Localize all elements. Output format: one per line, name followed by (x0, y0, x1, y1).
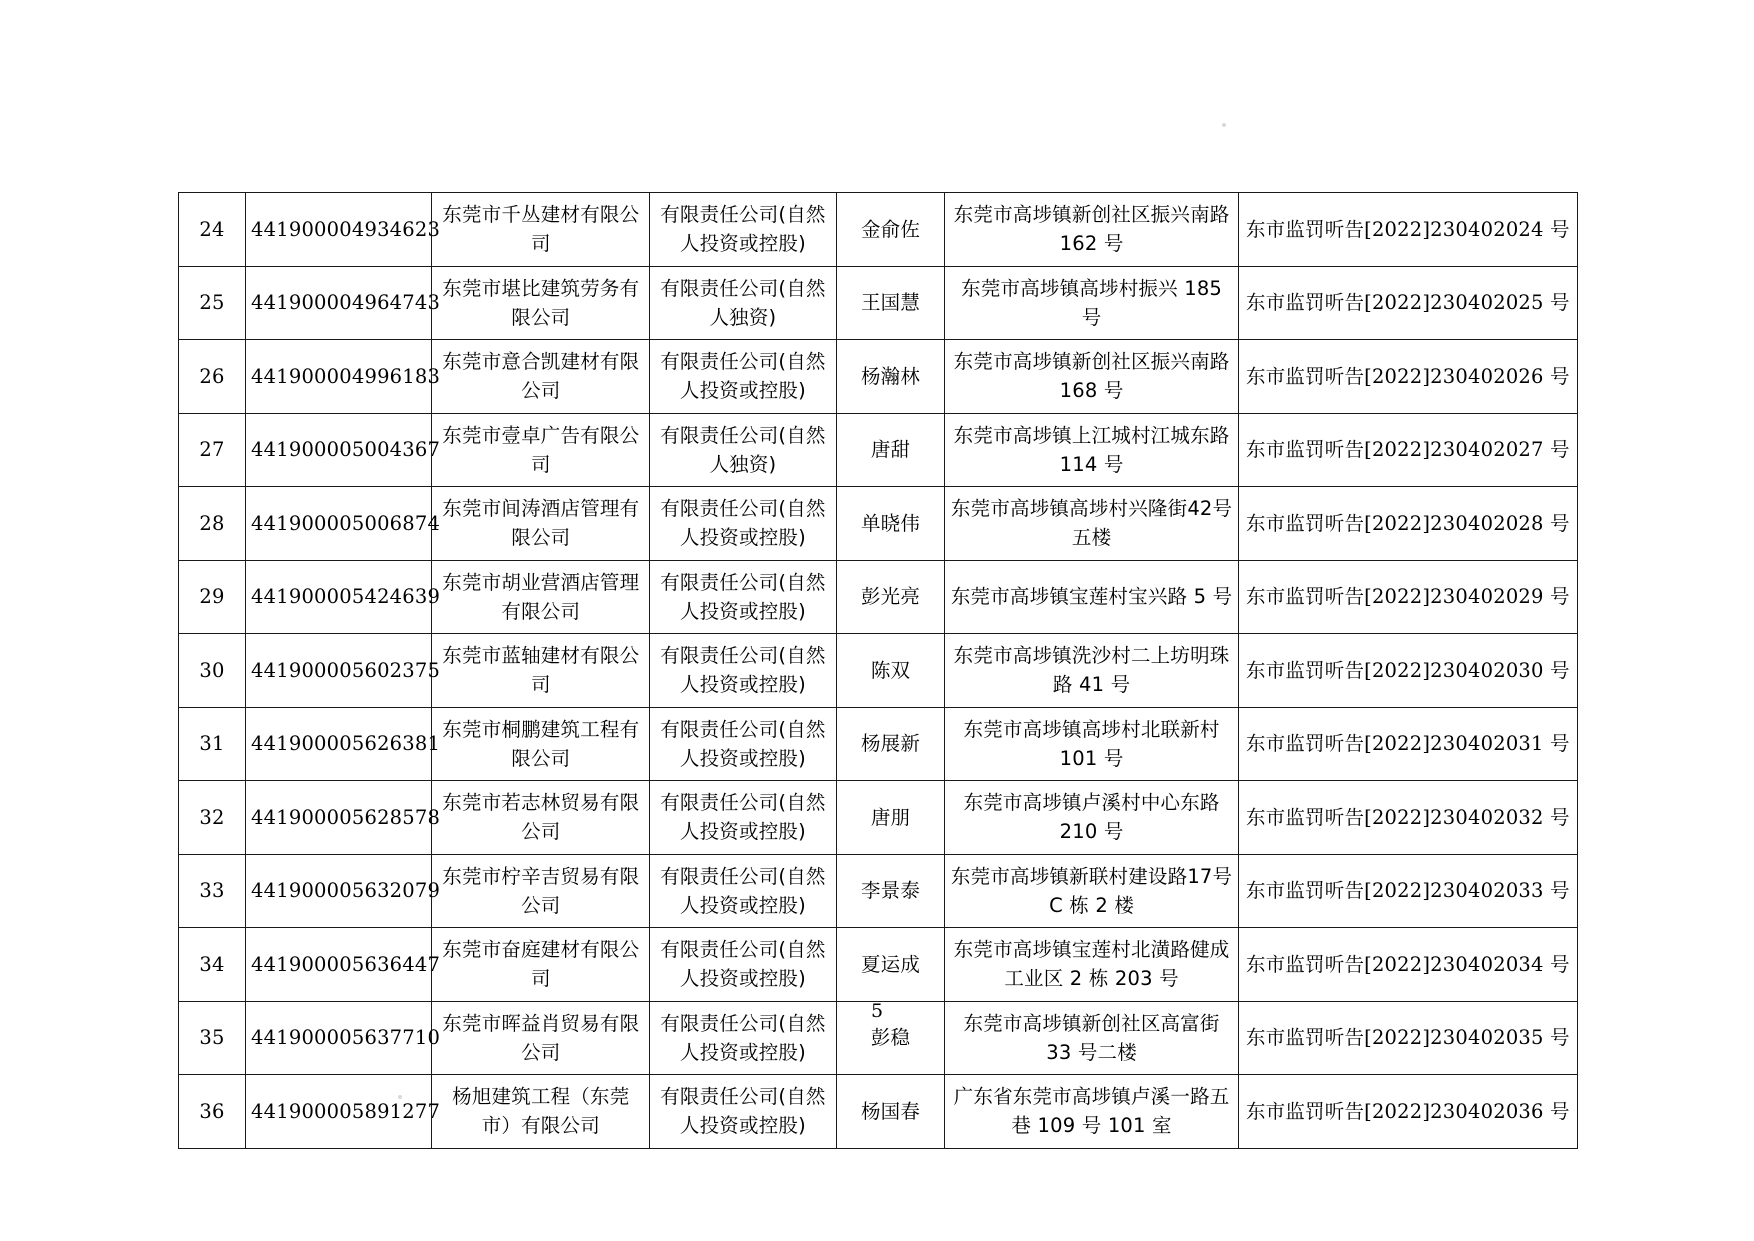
cell-legal-rep: 杨展新 (836, 707, 945, 781)
cell-address: 东莞市高埗镇卢溪村中心东路 210 号 (945, 781, 1238, 855)
cell-index: 25 (179, 266, 246, 340)
table-row (179, 634, 1578, 708)
cell-address: 东莞市高埗镇宝莲村宝兴路 5 号 (945, 560, 1238, 634)
cell-credit-code: 441900005636447 (246, 928, 432, 1002)
cell-address: 东莞市高埗镇新创社区振兴南路 162 号 (945, 193, 1238, 267)
table-row (179, 266, 1578, 340)
cell-index: 27 (179, 413, 246, 487)
cell-company-type: 有限责任公司(自然人投资或控股) (650, 634, 836, 708)
cell-credit-code: 441900004964743 (246, 266, 432, 340)
page-number: 5 (870, 1000, 884, 1022)
cell-index: 36 (179, 1075, 246, 1149)
cell-legal-rep: 杨国春 (836, 1075, 945, 1149)
cell-legal-rep: 彭稳 (836, 1001, 945, 1075)
cell-legal-rep: 李景泰 (836, 854, 945, 928)
cell-address: 东莞市高埗镇新创社区高富街 33 号二楼 (945, 1001, 1238, 1075)
cell-legal-rep: 唐朋 (836, 781, 945, 855)
cell-credit-code: 441900005424639 (246, 560, 432, 634)
cell-legal-rep: 唐甜 (836, 413, 945, 487)
table-row (179, 560, 1578, 634)
cell-index: 28 (179, 487, 246, 561)
cell-document-no: 东市监罚听告[2022]230402024 号 (1238, 193, 1577, 267)
cell-document-no: 东市监罚听告[2022]230402025 号 (1238, 266, 1577, 340)
cell-document-no: 东市监罚听告[2022]230402032 号 (1238, 781, 1577, 855)
cell-credit-code: 441900004934623 (246, 193, 432, 267)
cell-company-name: 东莞市千丛建材有限公司 (432, 193, 650, 267)
cell-address: 东莞市高埗镇新创社区振兴南路 168 号 (945, 340, 1238, 414)
cell-document-no: 东市监罚听告[2022]230402030 号 (1238, 634, 1577, 708)
cell-credit-code: 441900005637710 (246, 1001, 432, 1075)
cell-credit-code: 441900005004367 (246, 413, 432, 487)
cell-company-type: 有限责任公司(自然人投资或控股) (650, 1075, 836, 1149)
cell-company-name: 东莞市间涛酒店管理有限公司 (432, 487, 650, 561)
cell-document-no: 东市监罚听告[2022]230402031 号 (1238, 707, 1577, 781)
cell-company-name: 东莞市桐鹏建筑工程有限公司 (432, 707, 650, 781)
cell-document-no: 东市监罚听告[2022]230402035 号 (1238, 1001, 1577, 1075)
cell-legal-rep: 王国慧 (836, 266, 945, 340)
cell-document-no: 东市监罚听告[2022]230402029 号 (1238, 560, 1577, 634)
cell-legal-rep: 金俞佐 (836, 193, 945, 267)
table-row (179, 707, 1578, 781)
cell-company-type: 有限责任公司(自然人独资) (650, 266, 836, 340)
cell-index: 24 (179, 193, 246, 267)
cell-index: 33 (179, 854, 246, 928)
cell-index: 26 (179, 340, 246, 414)
cell-document-no: 东市监罚听告[2022]230402034 号 (1238, 928, 1577, 1002)
cell-company-type: 有限责任公司(自然人独资) (650, 413, 836, 487)
cell-company-name: 东莞市若志林贸易有限公司 (432, 781, 650, 855)
cell-legal-rep: 夏运成 (836, 928, 945, 1002)
cell-company-type: 有限责任公司(自然人投资或控股) (650, 1001, 836, 1075)
cell-credit-code: 441900005632079 (246, 854, 432, 928)
table-row (179, 1075, 1578, 1149)
cell-company-name: 东莞市意合凯建材有限公司 (432, 340, 650, 414)
cell-company-type: 有限责任公司(自然人投资或控股) (650, 707, 836, 781)
cell-company-type: 有限责任公司(自然人投资或控股) (650, 781, 836, 855)
cell-index: 35 (179, 1001, 246, 1075)
cell-company-name: 东莞市奋庭建材有限公司 (432, 928, 650, 1002)
cell-address: 东莞市高埗镇新联村建设路17号C 栋 2 楼 (945, 854, 1238, 928)
cell-address: 东莞市高埗镇高埗村振兴 185 号 (945, 266, 1238, 340)
cell-company-name: 东莞市晖益肖贸易有限公司 (432, 1001, 650, 1075)
table-row (179, 928, 1578, 1002)
cell-company-name: 杨旭建筑工程（东莞市）有限公司 (432, 1075, 650, 1149)
cell-company-name: 东莞市壹卓广告有限公司 (432, 413, 650, 487)
cell-legal-rep: 陈双 (836, 634, 945, 708)
cell-document-no: 东市监罚听告[2022]230402026 号 (1238, 340, 1577, 414)
cell-company-name: 东莞市胡业营酒店管理有限公司 (432, 560, 650, 634)
cell-document-no: 东市监罚听告[2022]230402033 号 (1238, 854, 1577, 928)
cell-company-type: 有限责任公司(自然人投资或控股) (650, 340, 836, 414)
cell-credit-code: 441900005006874 (246, 487, 432, 561)
cell-address: 东莞市高埗镇宝莲村北潢路健成工业区 2 栋 203 号 (945, 928, 1238, 1002)
cell-credit-code: 441900005891277 (246, 1075, 432, 1149)
cell-company-name: 东莞市蓝轴建材有限公司 (432, 634, 650, 708)
cell-company-name: 东莞市柠辛吉贸易有限公司 (432, 854, 650, 928)
cell-legal-rep: 杨瀚林 (836, 340, 945, 414)
cell-document-no: 东市监罚听告[2022]230402028 号 (1238, 487, 1577, 561)
cell-credit-code: 441900005602375 (246, 634, 432, 708)
cell-company-type: 有限责任公司(自然人投资或控股) (650, 928, 836, 1002)
cell-company-name: 东莞市堪比建筑劳务有限公司 (432, 266, 650, 340)
cell-address: 广东省东莞市高埗镇卢溪一路五巷 109 号 101 室 (945, 1075, 1238, 1149)
table-row (179, 193, 1578, 267)
cell-index: 34 (179, 928, 246, 1002)
cell-index: 32 (179, 781, 246, 855)
cell-document-no: 东市监罚听告[2022]230402036 号 (1238, 1075, 1577, 1149)
table-row (179, 413, 1578, 487)
cell-address: 东莞市高埗镇洗沙村二上坊明珠路 41 号 (945, 634, 1238, 708)
cell-address: 东莞市高埗镇上江城村江城东路 114 号 (945, 413, 1238, 487)
cell-legal-rep: 彭光亮 (836, 560, 945, 634)
cell-credit-code: 441900005628578 (246, 781, 432, 855)
cell-index: 30 (179, 634, 246, 708)
cell-company-type: 有限责任公司(自然人投资或控股) (650, 560, 836, 634)
cell-document-no: 东市监罚听告[2022]230402027 号 (1238, 413, 1577, 487)
scan-speck (1222, 123, 1226, 127)
cell-company-type: 有限责任公司(自然人投资或控股) (650, 854, 836, 928)
cell-address: 东莞市高埗镇高埗村兴隆街42号五楼 (945, 487, 1238, 561)
cell-company-type: 有限责任公司(自然人投资或控股) (650, 487, 836, 561)
cell-index: 31 (179, 707, 246, 781)
cell-credit-code: 441900005626381 (246, 707, 432, 781)
cell-legal-rep: 单晓伟 (836, 487, 945, 561)
cell-company-type: 有限责任公司(自然人投资或控股) (650, 193, 836, 267)
cell-credit-code: 441900004996183 (246, 340, 432, 414)
table-row (179, 340, 1578, 414)
table-row (179, 781, 1578, 855)
cell-address: 东莞市高埗镇高埗村北联新村 101 号 (945, 707, 1238, 781)
table-row (179, 487, 1578, 561)
cell-index: 29 (179, 560, 246, 634)
table-row (179, 854, 1578, 928)
